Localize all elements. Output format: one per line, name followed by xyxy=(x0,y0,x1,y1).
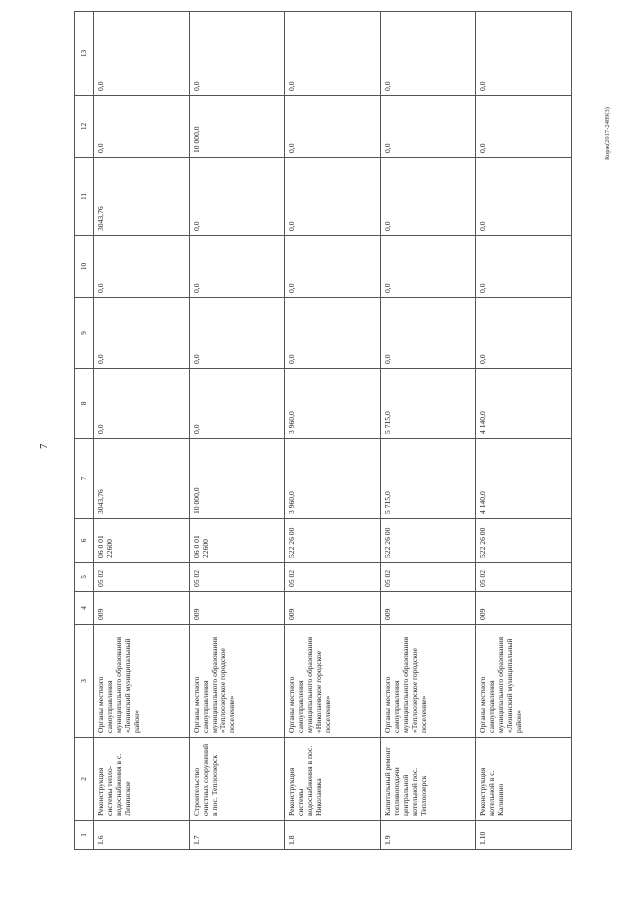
table-cell: Реконструкция системы водоснабжения в пос. Николаевка xyxy=(285,738,381,821)
table-cell: 0,0 xyxy=(189,236,285,298)
table-cell: Органы местного самоуправления муниципального образования «Ленинский муниципальный район» xyxy=(94,625,190,738)
column-header: 10 xyxy=(75,236,94,298)
table-cell: 009 xyxy=(189,592,285,625)
column-header: 12 xyxy=(75,96,94,158)
table-cell: 0,0 xyxy=(189,369,285,439)
table-cell: Строительство очистных сооружений в пос. Теплоозерск xyxy=(189,738,285,821)
table-cell: 0,0 xyxy=(380,96,476,158)
table-cell: 1.10 xyxy=(476,821,572,850)
table-cell: 3 960,0 xyxy=(285,439,381,519)
table-cell: 06 0 01 22600 xyxy=(189,519,285,563)
table-cell: 0,0 xyxy=(189,298,285,369)
table-cell: 0,0 xyxy=(189,12,285,96)
table-row xyxy=(476,12,572,850)
table-cell: 3043,76 xyxy=(94,439,190,519)
table-cell: 0,0 xyxy=(476,236,572,298)
table-cell: 5 715,0 xyxy=(380,369,476,439)
column-header: 6 xyxy=(75,519,94,563)
table-cell: Органы местного самоуправления муниципального образования «Теплоозерское городское поселение» xyxy=(189,625,285,738)
table-cell: 522 26 00 xyxy=(285,519,381,563)
table-cell: 009 xyxy=(94,592,190,625)
column-header: 5 xyxy=(75,563,94,592)
table-cell: 0,0 xyxy=(189,158,285,236)
table-cell: 05 02 xyxy=(476,563,572,592)
table-cell: 0,0 xyxy=(285,158,381,236)
table-cell: Органы местного самоуправления муниципального образования «Николаевское городское поселение» xyxy=(285,625,381,738)
budget-table xyxy=(74,11,572,850)
table-cell: 05 02 xyxy=(189,563,285,592)
table-cell: 1.9 xyxy=(380,821,476,850)
table-cell: 1.8 xyxy=(285,821,381,850)
column-header: 4 xyxy=(75,592,94,625)
table-cell: Реконструкция системы тепло-водоснабжения в с. Ленинское xyxy=(94,738,190,821)
table-cell: 522 26 00 xyxy=(380,519,476,563)
table-row xyxy=(285,12,381,850)
table-cell: 0,0 xyxy=(94,12,190,96)
table-cell: 0,0 xyxy=(285,236,381,298)
table-cell: 05 02 xyxy=(285,563,381,592)
table-cell: 0,0 xyxy=(476,96,572,158)
table-cell: 5 715,0 xyxy=(380,439,476,519)
table-cell: 0,0 xyxy=(476,158,572,236)
table-cell: 0,0 xyxy=(380,298,476,369)
table-cell: Капитальный ремонт топливоподачи центральной котельной пос. Теплоозерск xyxy=(380,738,476,821)
table-cell: 1.6 xyxy=(94,821,190,850)
column-header: 7 xyxy=(75,439,94,519)
table-cell: 0,0 xyxy=(285,96,381,158)
table-cell: 522 26 00 xyxy=(476,519,572,563)
table-cell: 009 xyxy=(285,592,381,625)
table-cell: 0,0 xyxy=(380,12,476,96)
table-cell: 0,0 xyxy=(285,12,381,96)
table-cell: 0,0 xyxy=(380,158,476,236)
table-cell: 0,0 xyxy=(94,96,190,158)
table-cell: 05 02 xyxy=(380,563,476,592)
table-cell: 10 000,0 xyxy=(189,96,285,158)
table-cell: 0,0 xyxy=(285,298,381,369)
table-container xyxy=(74,32,572,850)
table-cell: 10 000,0 xyxy=(189,439,285,519)
table-cell: 0,0 xyxy=(94,298,190,369)
column-header: 13 xyxy=(75,12,94,96)
table-cell: Реконструкция котельной в с. Калинино xyxy=(476,738,572,821)
column-header: 1 xyxy=(75,821,94,850)
table-cell: Органы местного самоуправления муниципального образования «Теплоозерское городское поселение» xyxy=(380,625,476,738)
table-cell: 4 140,0 xyxy=(476,439,572,519)
table-cell: 0,0 xyxy=(476,12,572,96)
header-row xyxy=(75,12,94,850)
table-cell: 05 02 xyxy=(94,563,190,592)
table-cell: 3 960,0 xyxy=(285,369,381,439)
table-cell: 06 0 01 22600 xyxy=(94,519,190,563)
table-cell: Органы местного самоуправления муниципального образования «Ленинский муниципальный район» xyxy=(476,625,572,738)
table-row xyxy=(380,12,476,850)
column-header: 2 xyxy=(75,738,94,821)
table-cell: 4 140,0 xyxy=(476,369,572,439)
table-row xyxy=(189,12,285,850)
table-cell: 009 xyxy=(380,592,476,625)
table-row xyxy=(94,12,190,850)
table-cell: 0,0 xyxy=(476,298,572,369)
column-header: 11 xyxy=(75,158,94,236)
table-cell: 0,0 xyxy=(380,236,476,298)
column-header: 3 xyxy=(75,625,94,738)
table-cell: 0,0 xyxy=(94,236,190,298)
document-stamp: Корж(2017-2489(3) xyxy=(604,107,611,160)
column-header: 8 xyxy=(75,369,94,439)
page-number: 7 xyxy=(38,443,50,449)
table-cell: 3043,76 xyxy=(94,158,190,236)
table-cell: 0,0 xyxy=(94,369,190,439)
table-cell: 1.7 xyxy=(189,821,285,850)
column-header: 9 xyxy=(75,298,94,369)
table-cell: 009 xyxy=(476,592,572,625)
